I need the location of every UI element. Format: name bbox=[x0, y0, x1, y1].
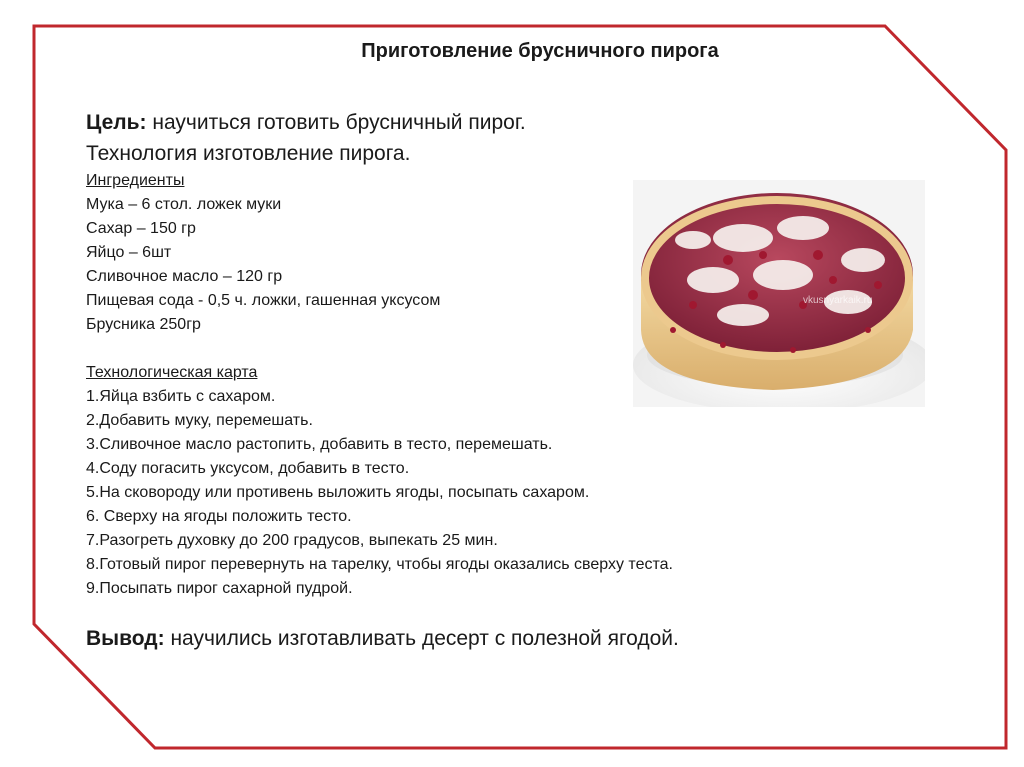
photo-watermark: vkusnyarkaik.ru bbox=[803, 295, 873, 306]
recipe-content bbox=[86, 169, 673, 601]
page-title: Приготовление брусничного пирога bbox=[361, 40, 719, 62]
ingredient-item: Сахар – 150 гр bbox=[86, 220, 196, 237]
tech-card-header: Технологическая карта bbox=[86, 364, 258, 381]
ingredient-item: Брусника 250гр bbox=[86, 316, 201, 333]
tech-card-step: 7.Разогреть духовку до 200 градусов, выпекать 25 мин. bbox=[86, 532, 498, 549]
conclusion-line bbox=[86, 624, 679, 654]
tech-card-step: 1.Яйца взбить с сахаром. bbox=[86, 388, 276, 405]
tech-card-step: 4.Соду погасить уксусом, добавить в тесто. bbox=[86, 460, 410, 477]
lingonberry-pie-photo bbox=[633, 180, 925, 407]
ingredients-header: Ингредиенты bbox=[86, 172, 185, 189]
tech-card-step: 8.Готовый пирог перевернуть на тарелку, чтобы ягоды оказались сверху теста. bbox=[86, 556, 673, 573]
spacer bbox=[86, 337, 673, 361]
goal-text: научиться готовить брусничный пирог. bbox=[146, 111, 526, 134]
tech-card-step: 2.Добавить муку, перемешать. bbox=[86, 412, 313, 429]
ingredient-item: Пищевая сода - 0,5 ч. ложки, гашенная уксусом bbox=[86, 292, 441, 309]
goal-label: Цель: bbox=[86, 111, 147, 134]
technology-line: Технология изготовление пирога. bbox=[86, 142, 411, 165]
ingredient-item: Сливочное масло – 120 гр bbox=[86, 268, 283, 285]
goal-line bbox=[86, 108, 526, 138]
tech-card-step: 9.Посыпать пирог сахарной пудрой. bbox=[86, 580, 353, 597]
ingredient-item: Мука – 6 стол. ложек муки bbox=[86, 196, 282, 213]
tech-card-step: 5.На сковороду или противень выложить ягоды, посыпать сахаром. bbox=[86, 484, 590, 501]
tech-card-step: 3.Сливочное масло растопить, добавить в тесто, перемешать. bbox=[86, 436, 553, 453]
tech-card-step: 6. Сверху на ягоды положить тесто. bbox=[86, 508, 352, 525]
conclusion-text: научились изготавливать десерт с полезной ягодой. bbox=[164, 627, 679, 650]
conclusion-label: Вывод: bbox=[86, 627, 165, 650]
ingredient-item: Яйцо – 6шт bbox=[86, 244, 172, 261]
